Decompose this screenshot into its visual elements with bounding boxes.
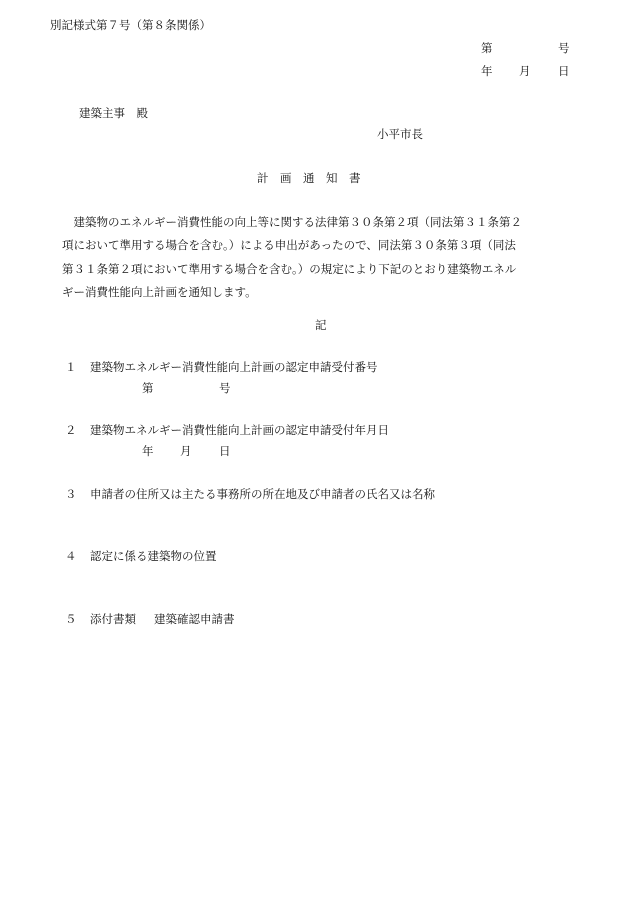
item-number: ２ <box>65 423 77 437</box>
document-title: 計 画 通 知 書 <box>257 171 361 185</box>
item-label: 申請者の住所又は主たる事務所の所在地及び申請者の氏名又は名称 <box>90 487 435 501</box>
document-number <box>481 41 570 55</box>
application-date-field <box>142 444 231 458</box>
document-number-prefix: 第 <box>481 41 493 55</box>
document-number-suffix: 号 <box>558 41 570 55</box>
sender: 小平市長 <box>377 127 423 141</box>
form-identifier: 別記様式第７号（第８条関係） <box>50 18 211 32</box>
body-text <box>62 211 582 305</box>
application-date-year: 年 <box>142 444 154 458</box>
application-date-month: 月 <box>180 444 192 458</box>
ki-heading: 記 <box>315 318 327 332</box>
date-month-label: 月 <box>519 64 531 78</box>
body-line: 項において準用する場合を含む。）による申出があったので、同法第３０条第３項（同法 <box>62 238 516 253</box>
application-number-field <box>142 381 231 395</box>
item-number: １ <box>65 360 77 374</box>
item-label: 建築物エネルギー消費性能向上計画の認定申請受付年月日 <box>90 423 389 437</box>
date-year-label: 年 <box>481 64 493 78</box>
item-number: ４ <box>65 549 77 563</box>
item-number: ５ <box>65 612 77 626</box>
item-label: 認定に係る建築物の位置 <box>90 549 217 563</box>
date-day-label: 日 <box>558 64 570 78</box>
application-number-prefix: 第 <box>142 381 154 395</box>
application-number-suffix: 号 <box>219 381 231 395</box>
body-line: ギー消費性能向上計画を通知します。 <box>62 285 257 300</box>
item-label: 建築物エネルギー消費性能向上計画の認定申請受付番号 <box>90 360 378 374</box>
body-line: 建築物のエネルギー消費性能の向上等に関する法律第３０条第２項（同法第３１条第２ <box>62 215 522 229</box>
attachment-value: 建築確認申請書 <box>154 612 235 626</box>
body-line: 第３１条第２項において準用する場合を含む。）の規定により下記のとおり建築物エネル <box>62 261 517 276</box>
addressee: 建築主事 殿 <box>79 106 148 120</box>
application-date-day: 日 <box>219 444 231 458</box>
item-number: ３ <box>65 487 77 501</box>
document-date <box>481 64 570 78</box>
item-label: 添付書類 <box>90 612 136 626</box>
